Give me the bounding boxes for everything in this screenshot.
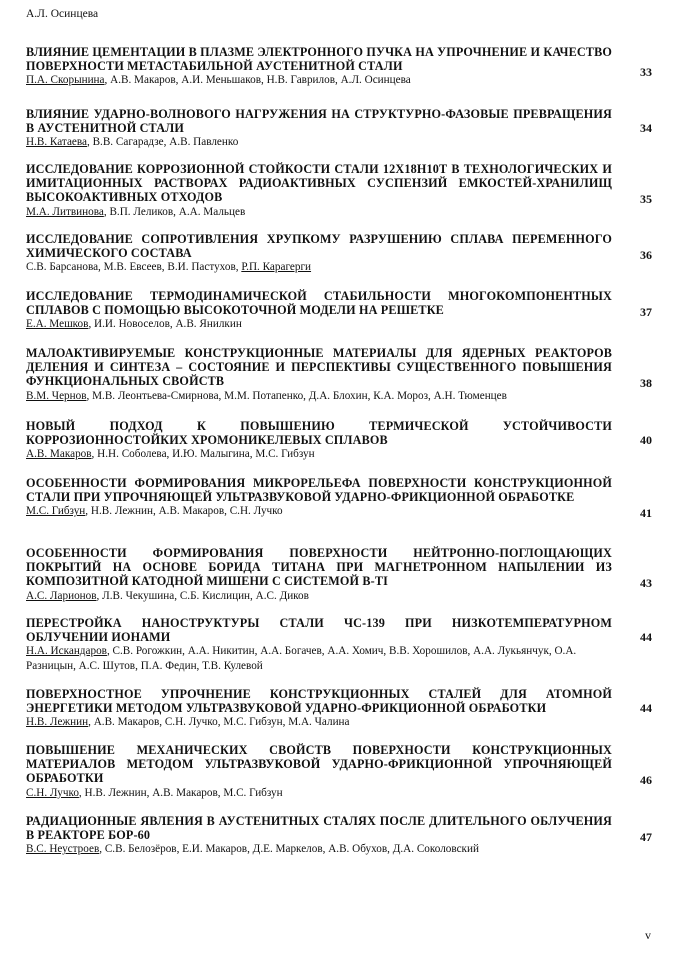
entry-title: ИССЛЕДОВАНИЕ КОРРОЗИОННОЙ СТОЙКОСТИ СТАЛИ 12Х18Н10Т В ТЕХНОЛОГИЧЕСКИХ И ИМИТАЦИОННЫХ РАСТВОРАХ РАДИОАКТИВНЫХ СУСПЕНЗИЙ ЕМКОСТЕЙ-ХРАНИЛИЩ ВЫСОКОАКТИВНЫХ ОТХОДОВ: [26, 162, 612, 205]
entry-title: ИССЛЕДОВАНИЕ ТЕРМОДИНАМИЧЕСКОЙ СТАБИЛЬНОСТИ МНОГОКОМПОНЕНТНЫХ СПЛАВОВ С ПОМОЩЬЮ ВЫСОКОТОЧНОЙ МОДЕЛИ НА РЕШЕТКЕ: [26, 289, 612, 318]
entry-page: 43: [640, 576, 652, 590]
co-authors: , Н.В. Лежнин, А.В. Макаров, М.С. Гибзун: [78, 786, 283, 799]
co-authors: , А.В. Макаров, А.И. Меньшаков, Н.В. Гаврилов, А.Л. Осинцева: [104, 74, 411, 87]
lead-author: М.А. Литвинова: [26, 205, 104, 218]
co-authors: , Л.В. Чекушина, С.Б. Кислицин, А.С. Диков: [96, 589, 309, 602]
entry-page: 35: [640, 192, 652, 206]
entry-page: 44: [640, 630, 652, 644]
entry-authors: [26, 786, 652, 800]
entry-page: 34: [640, 121, 652, 135]
entry-page: 36: [640, 248, 652, 262]
toc-entry[interactable]: [26, 289, 652, 332]
lead-author: М.С. Гибзун: [26, 505, 86, 518]
lead-author: А.С. Ларионов: [26, 589, 97, 602]
entry-title: РАДИАЦИОННЫЕ ЯВЛЕНИЯ В АУСТЕНИТНЫХ СТАЛЯХ ПОСЛЕ ДЛИТЕЛЬНОГО ОБЛУЧЕНИЯ В РЕАКТОРЕ БОР-60: [26, 814, 612, 843]
entry-authors: [26, 135, 652, 149]
lead-author: Н.А. Искандаров: [26, 645, 107, 658]
entry-title: ОСОБЕННОСТИ ФОРМИРОВАНИЯ МИКРОРЕЛЬЕФА ПОВЕРХНОСТИ КОНСТРУКЦИОННОЙ СТАЛИ ПРИ УПРОЧНЯЮЩЕЙ УЛЬТРАЗВУКОВОЙ УДАРНО-ФРИКЦИОННОЙ ОБРАБОТКЕ: [26, 476, 612, 505]
toc-entry[interactable]: [26, 476, 652, 519]
entry-page: 40: [640, 433, 652, 447]
entry-title: МАЛОАКТИВИРУЕМЫЕ КОНСТРУКЦИОННЫЕ МАТЕРИАЛЫ ДЛЯ ЯДЕРНЫХ РЕАКТОРОВ ДЕЛЕНИЯ И СИНТЕЗА – СОСТОЯНИЕ И ПЕРСПЕКТИВЫ СУЩЕСТВЕННОГО ПОВЫШЕНИЯ ФУНКЦИОНАЛЬНЫХ СВОЙСТВ: [26, 346, 612, 389]
lead-author: Е.А. Мешков: [26, 318, 89, 331]
entry-title: ИССЛЕДОВАНИЕ СОПРОТИВЛЕНИЯ ХРУПКОМУ РАЗРУШЕНИЮ СПЛАВА ПЕРЕМЕННОГО ХИМИЧЕСКОГО СОСТАВА: [26, 232, 612, 261]
entry-page: 37: [640, 305, 652, 319]
footer-page-number: v: [645, 928, 651, 942]
entry-authors: [26, 447, 652, 461]
co-authors: , М.В. Леонтьева-Смирнова, М.М. Потапенко, Д.А. Блохин, К.А. Мороз, А.Н. Тюменцев: [86, 389, 507, 402]
co-authors: , В.В. Сагарадзе, А.В. Павленко: [86, 136, 239, 149]
lead-author: С.Н. Лучко: [26, 786, 79, 799]
toc-entry[interactable]: [26, 162, 652, 219]
toc-entry[interactable]: [26, 687, 652, 730]
toc-entry[interactable]: [26, 546, 652, 603]
entry-page: 38: [640, 376, 652, 390]
toc-entry[interactable]: [26, 743, 652, 800]
lead-author: Н.В. Катаева: [26, 136, 87, 149]
lead-author: Р.П. Карагерги: [241, 261, 312, 274]
header-author: А.Л. Осинцева: [26, 8, 99, 20]
lead-author: А.В. Макаров: [26, 448, 92, 461]
entry-title: ПОВЫШЕНИЕ МЕХАНИЧЕСКИХ СВОЙСТВ ПОВЕРХНОСТИ КОНСТРУКЦИОННЫХ МАТЕРИАЛОВ МЕТОДОМ УЛЬТРАЗВУКОВОЙ УДАРНО-ФРИКЦИОННОЙ УПРОЧНЯЮЩЕЙ ОБРАБОТКИ: [26, 743, 612, 786]
entry-page: 41: [640, 506, 652, 520]
lead-author: Н.В. Лежнин: [26, 716, 89, 729]
entry-authors: [26, 589, 652, 603]
entry-page: 44: [640, 701, 652, 715]
entry-authors: [26, 715, 652, 729]
co-authors: , С.В. Белозёров, Е.И. Макаров, Д.Е. Маркелов, А.В. Обухов, Д.А. Соколовский: [99, 843, 479, 856]
entry-title: НОВЫЙ ПОДХОД К ПОВЫШЕНИЮ ТЕРМИЧЕСКОЙ УСТОЙЧИВОСТИ КОРРОЗИОННОСТОЙКИХ ХРОМОНИКЕЛЕВЫХ СПЛАВОВ: [26, 419, 612, 448]
lead-author: В.С. Неустроев: [26, 843, 100, 856]
entry-page: 46: [640, 773, 652, 787]
entry-title: ВЛИЯНИЕ ЦЕМЕНТАЦИИ В ПЛАЗМЕ ЭЛЕКТРОННОГО ПУЧКА НА УПРОЧНЕНИЕ И КАЧЕСТВО ПОВЕРХНОСТИ МЕТАСТАБИЛЬНОЙ АУСТЕНИТНОЙ СТАЛИ: [26, 45, 612, 74]
toc-entry[interactable]: [26, 419, 652, 462]
co-authors: , Н.В. Лежнин, А.В. Макаров, С.Н. Лучко: [85, 505, 283, 518]
co-authors: , А.В. Макаров, С.Н. Лучко, М.С. Гибзун, М.А. Чалина: [88, 716, 350, 729]
entry-title: ПЕРЕСТРОЙКА НАНОСТРУКТУРЫ СТАЛИ ЧС-139 ПРИ НИЗКОТЕМПЕРАТУРНОМ ОБЛУЧЕНИИ ИОНАМИ: [26, 616, 612, 645]
entry-title: ОСОБЕННОСТИ ФОРМИРОВАНИЯ ПОВЕРХНОСТИ НЕЙТРОННО-ПОГЛОЩАЮЩИХ ПОКРЫТИЙ НА ОСНОВЕ БОРИДА ТИТАНА ПРИ МАГНЕТРОННОМ НАПЫЛЕНИИ ИЗ КОМПОЗИТНОЙ КАТОДНОЙ МИШЕНИ С СИСТЕМОЙ B-TI: [26, 546, 612, 589]
toc-entry[interactable]: [26, 232, 652, 275]
toc-entry[interactable]: [26, 346, 652, 403]
lead-author: П.А. Скорынина: [26, 74, 105, 87]
toc-entry[interactable]: [26, 616, 652, 673]
entry-authors: [26, 504, 652, 518]
entry-authors: [26, 842, 652, 856]
entry-page: 47: [640, 830, 652, 844]
entry-title: ВЛИЯНИЕ УДАРНО-ВОЛНОВОГО НАГРУЖЕНИЯ НА СТРУКТУРНО-ФАЗОВЫЕ ПРЕВРАЩЕНИЯ В АУСТЕНИТНОЙ СТАЛИ: [26, 107, 612, 136]
toc-entry[interactable]: [26, 107, 652, 150]
co-authors: , С.В. Рогожкин, А.А. Никитин, А.А. Богачев, А.А. Хомич, В.В. Хорошилов, А.А. Лукьянчук, О.А. Разницын, А.С. Шутов, П.А. Федин, Т.В. Кулевой: [26, 645, 577, 672]
lead-author: В.М. Чернов: [26, 389, 87, 402]
entry-authors: [26, 389, 652, 403]
co-authors: , И.И. Новоселов, А.В. Янилкин: [88, 318, 242, 331]
co-authors: , В.П. Леликов, А.А. Мальцев: [103, 205, 246, 218]
entry-title: ПОВЕРХНОСТНОЕ УПРОЧНЕНИЕ КОНСТРУКЦИОННЫХ СТАЛЕЙ ДЛЯ АТОМНОЙ ЭНЕРГЕТИКИ МЕТОДОМ УЛЬТРАЗВУКОВОЙ УДАРНО-ФРИКЦИОННОЙ ОБРАБОТКИ: [26, 687, 612, 716]
entry-authors: [26, 73, 652, 87]
co-authors: С.В. Барсанова, М.В. Евсеев, В.И. Пастухов,: [26, 261, 242, 274]
entry-authors: [26, 644, 652, 672]
entry-authors: [26, 260, 652, 274]
entry-page: 33: [640, 65, 652, 79]
entry-authors: [26, 317, 652, 331]
co-authors: , Н.Н. Соболева, И.Ю. Малыгина, М.С. Гибзун: [91, 448, 315, 461]
toc-entry[interactable]: [26, 814, 652, 857]
toc-entry[interactable]: [26, 45, 652, 88]
entry-authors: [26, 205, 652, 219]
